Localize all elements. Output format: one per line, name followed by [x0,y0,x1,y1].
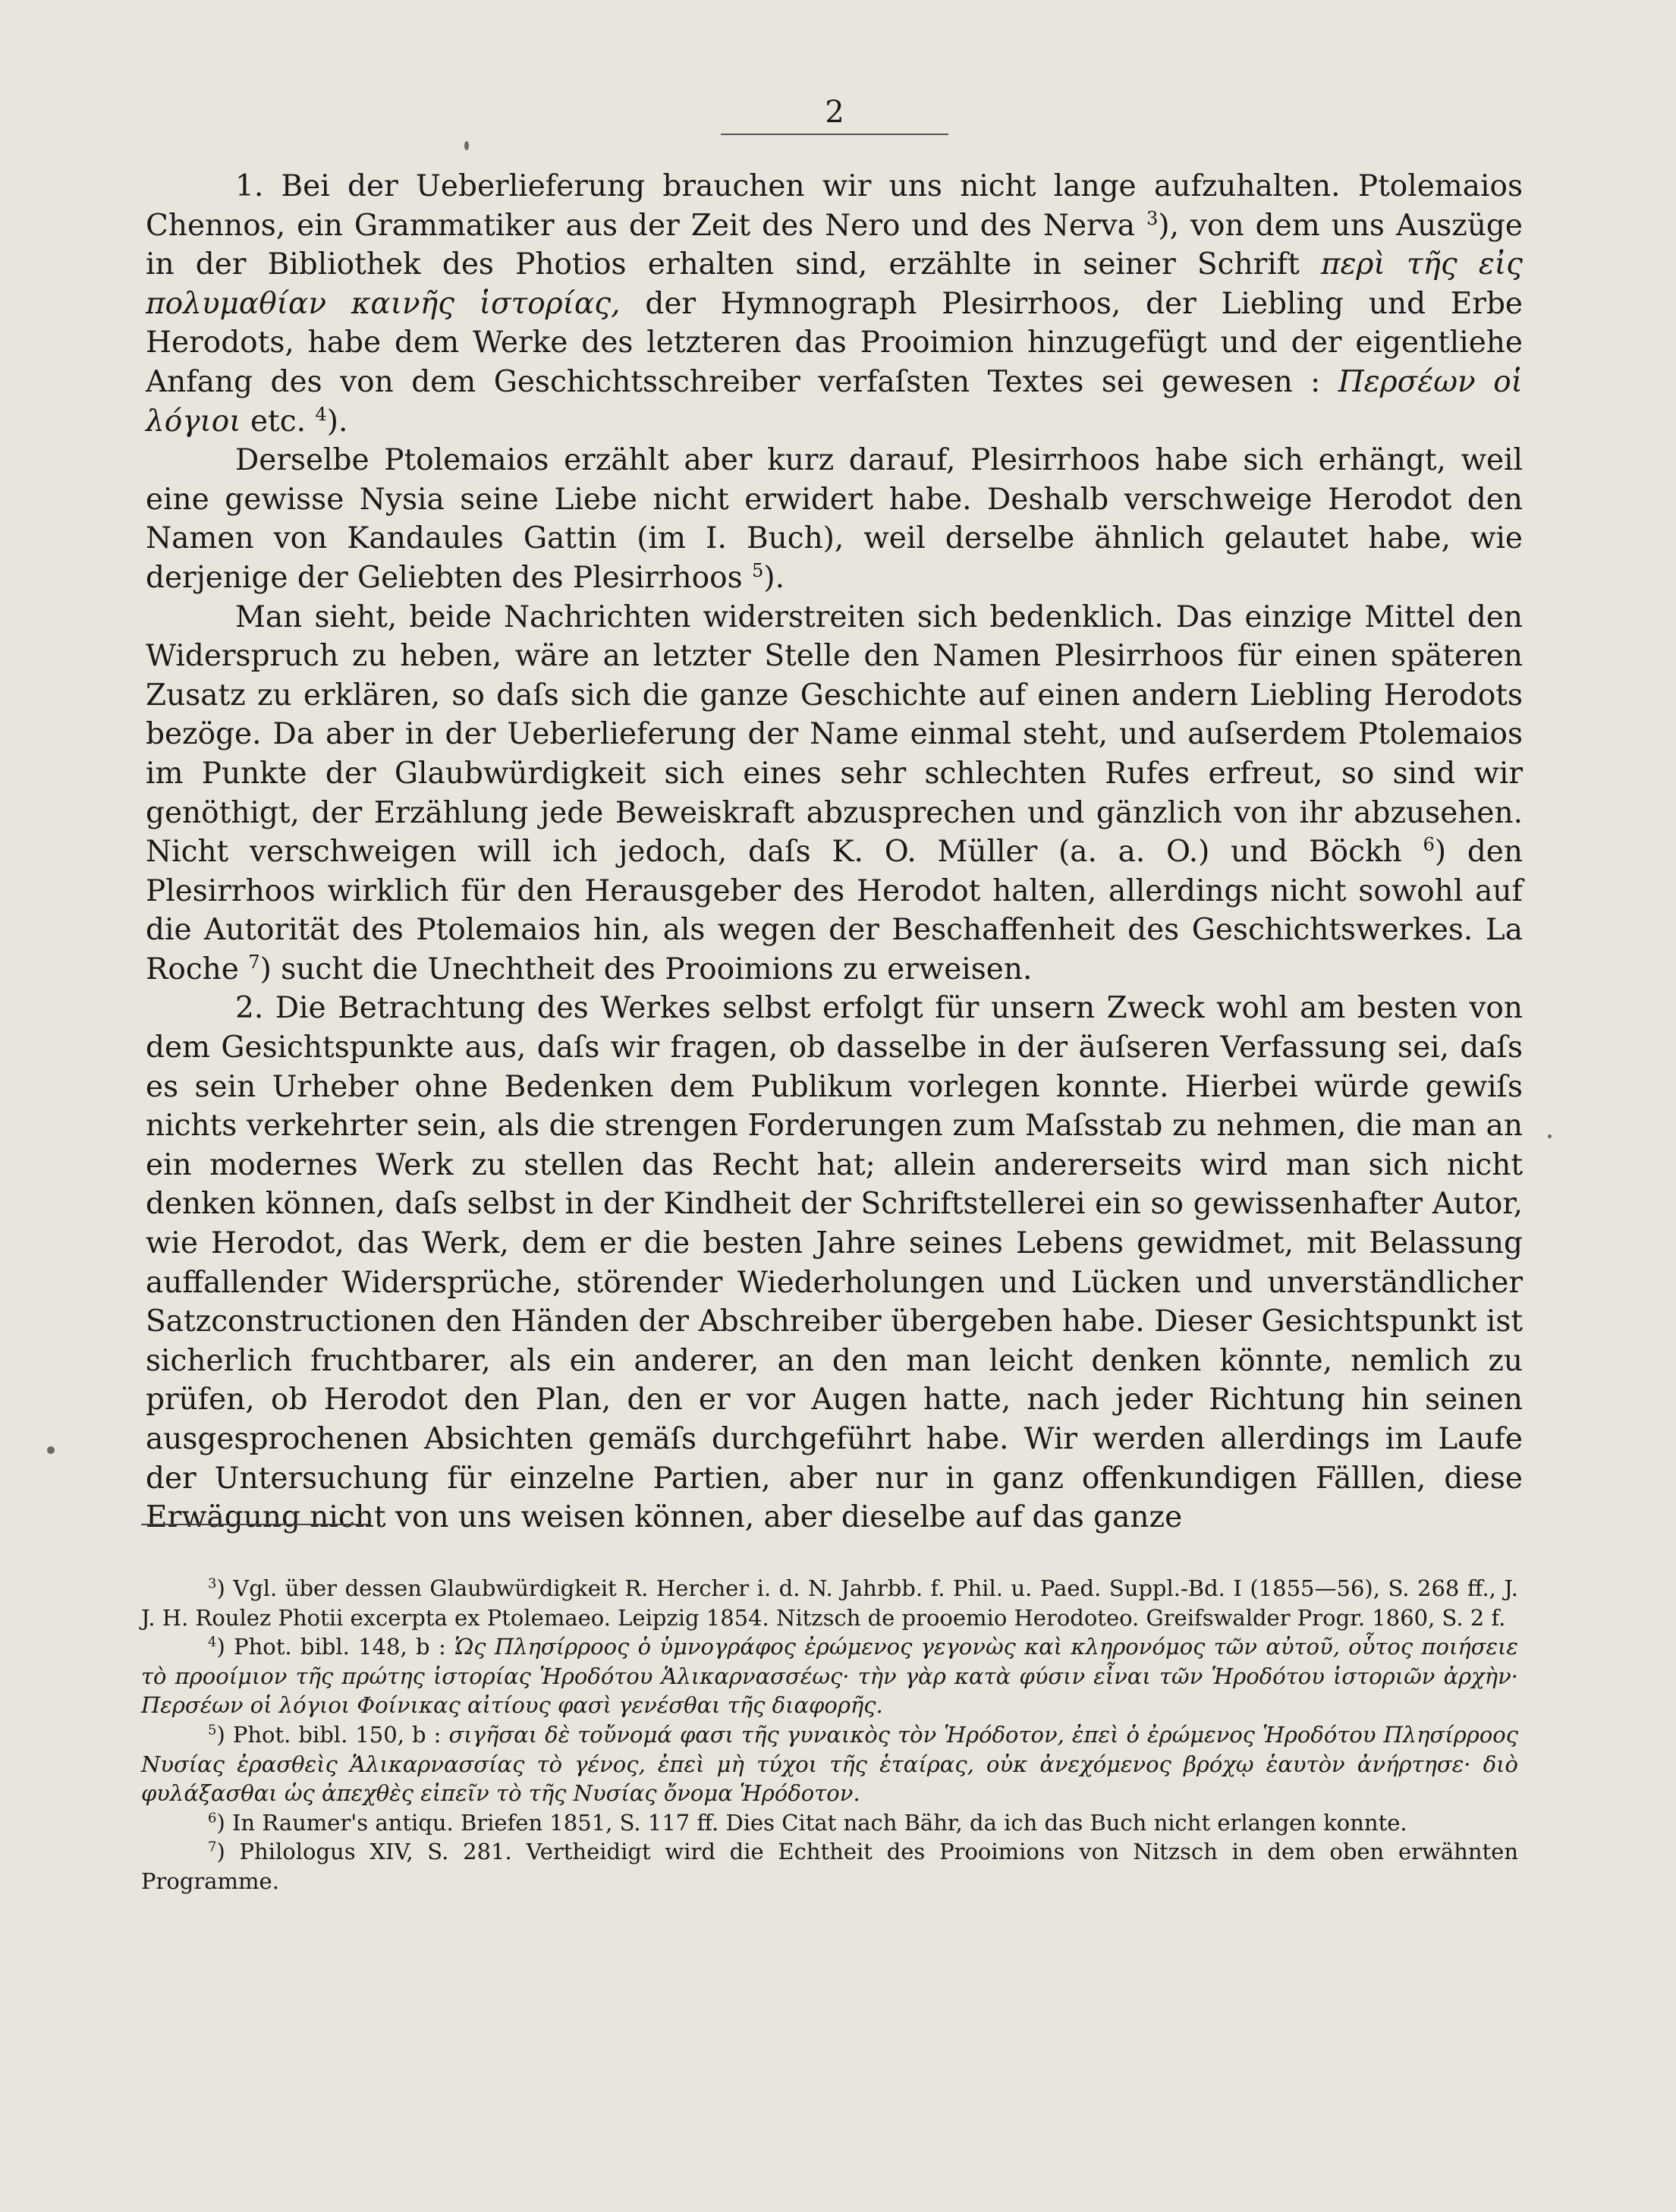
paragraph-2: Derselbe Ptolemaios erzählt aber kurz darauf, Plesirrhoos habe sich erhängt, weil eine gewisse Nysia seine Liebe nicht erwidert habe. Deshalb verschweige Herodot den Namen von Kandaules Gattin (im I. Buch), weil derselbe ähnlich gelautet habe, wie derjenige der Geliebten des Plesirrhoos $^5$). [146,443,1523,595]
paragraph-4: 2. Die Betrachtung des Werkes selbst erfolgt für unsern Zweck wohl am besten von dem Gesichtspunkte aus, daſs wir fragen, ob dasselbe in der äuſseren Verfassung sei, daſs es sein Urheber ohne Bedenken dem Publikum vorlegen konnte. Hierbei würde gewiſs nichts verkehrter sein, als die strengen Forderungen zum Maſsstab zu nehmen, die man an ein modernes Werk zu stellen das Recht hat; allein andererseits wird man sich nicht denken können, daſs selbst in der Kindheit der Schriftstellerei ein so gewissenhafter Autor, wie Herodot, das Werk, dem er die besten Jahre seines Lebens gewidmet, mit Belassung auffallender Widersprüche, störender Wiederholungen und Lücken und unverständlicher Satzconstructionen den Händen der Abschreiber übergeben habe. Dieser Gesichtspunkt ist sicherlich fruchtbarer, als ein anderer, an den man leicht denken könnte, nemlich zu prüfen, ob Herodot den Plan, den er vor Augen hatte, nach jeder Richtung hin seinen ausgesprochenen Absichten gemäſs durchgeführt habe. Wir werden allerdings im Laufe der Untersuchung für einzelne Partien, aber nur in ganz offenkundigen Fälllen, diese Erwägung nicht von uns weisen können, aber dieselbe auf das ganze [146,991,1523,1535]
footnote-3: $^3$) Vgl. über dessen Glaubwürdigkeit R. Hercher i. d. N. Jahrbb. f. Phil. u. Paed. Suppl.-Bd. I (1855—56), S. 268 ff., J. J. H. Roulez Photii excerpta ex Ptolemaeo. Leipzig 1854. Nitzsch de prooemio Herodoteo. Greifswalder Progr. 1860, S. 2 f. [141,1575,1518,1631]
page-number: 2 [825,95,844,130]
footnote-6: $^6$) In Raumer's antiqu. Briefen 1851, S. 117 ff. Dies Citat nach Bähr, da ich das Buch nicht erlangen konnte. [208,1809,1407,1836]
footnote-5: $^5$) Phot. bibl. 150, b : σιγῆσαι δὲ τοὔνομά φασι τῆς γυναικὸς τὸν Ἡρόδοτον, ἐπεὶ ὁ ἐρώμενος Ἡροδότου Πλησίρροος Νυσίας ἐρασθεὶς Ἁλικαρνασσίας τὸ γένος, ἐπεὶ μὴ τύχοι τῆς ἑταίρας, οὐκ ἀνεχόμενος βρόχῳ ἑαυτὸν ἀνήρτησε· διὸ φυλάξασθαι ὡς ἀπεχθὲς εἰπεῖν τὸ τῆς Νυσίας ὄνομα Ἡρόδοτον. [141,1721,1518,1807]
paragraph-3: Man sieht, beide Nachrichten widerstreiten sich bedenklich. Das einzige Mittel den Widerspruch zu heben, wäre an letzter Stelle den Namen Plesirrhoos für einen späteren Zusatz zu erklären, so daſs sich die ganze Geschichte auf einen andern Liebling Herodots bezöge. Da aber in der Ueberlieferung der Name einmal steht, und auſserdem Ptolemaios im Punkte der Glaubwürdigkeit sich eines sehr schlechten Rufes erfreut, so sind wir genöthigt, der Erzählung jede Beweiskraft abzusprechen und gänzlich von ihr abzusehen. Nicht verschweigen will ich jedoch, daſs K. O. Müller (a. a. O.) und Böckh $^6$) den Plesirrhoos wirklich für den Herausgeber des Herodot halten, allerdings nicht sowohl auf die Autorität des Ptolemaios hin, als wegen der Beschaffenheit des Geschichtswerkes. La Roche $^7$) sucht die Unechtheit des Prooimions zu erweisen. [146,599,1523,986]
footnote-4: $^4$) Phot. bibl. 148, b : Ὡς Πλησίρροος ὁ ὑμνογράφος ἐρώμενος γεγονὼς καὶ κληρονόμος τῶν αὐτοῦ, οὗτος ποιήσειε τὸ προοίμιον τῆς πρώτης ἱστορίας Ἡροδότου Ἁλικαρνασσέως· τὴν γὰρ κατὰ φύσιν εἶναι τῶν Ἡροδότου ἱστοριῶν ἀρχὴν· Περσέων οἱ λόγιοι Φοίνικας αἰτίους φασὶ γενέσθαι τῆς διαφορῆς. [141,1634,1518,1719]
footnotes [141,1574,1518,1896]
footnote-ref-5[interactable]: 5 [752,559,764,581]
paragraph-1: 1. Bei der Ueberlieferung brauchen wir uns nicht lange aufzuhalten. Ptolemaios Chennos, ein Grammatiker aus der Zeit des Nero und des Nerva $^3$), von dem uns Auszüge in der Bibliothek des Photios erhalten sind, erzählte in seiner Schrift περὶ τῆς εἰς πολυμαθίαν καινῆς ἱστορίας, der Hymnograph Plesirrhoos, der Liebling und Erbe Herodots, habe dem Werke des letzteren das Prooimion hinzugefügt und der eigentliehe Anfang des von dem Geschichtsschreiber verfaſsten Textes sei gewesen : Περσέων οἱ λόγιοι etc. $^4$). [146,169,1523,439]
footnote-ref-7[interactable]: 7 [248,951,260,973]
paper-speck [464,141,469,150]
greek-incipit: Περσέων οἱ λόγιοι [146,364,1523,439]
paper-speck [47,1446,55,1454]
greek-quote: σιγῆσαι δὲ τοὔνομά φασι τῆς γυναικὸς τὸν Ἡρόδοτον, ἐπεὶ ὁ ἐρώμενος Ἡροδότου Πλησίρροος Νυσίας ἐρασθεὶς Ἁλικαρνασσίας τὸ γένος, ἐπεὶ μὴ τύχοι τῆς ἑταίρας, οὐκ ἀνεχόμενος βρόχῳ ἑαυτὸν ἀνήρτησε· διὸ φυλάξασθαι ὡς ἀπεχθὲς εἰπεῖν τὸ τῆς Νυσίας ὄνομα Ἡρόδοτον. [141,1721,1518,1807]
footnote-7: $^7$) Philologus XIV, S. 281. Vertheidigt wird die Echtheit des Prooimions von Nitzsch in dem oben erwähnten Programme. [141,1839,1518,1894]
footnote-ref-4[interactable]: 4 [315,403,327,425]
footnote-rule [141,1524,369,1525]
footnote-ref-6[interactable]: 6 [1423,834,1435,856]
greek-title: περὶ τῆς εἰς πολυμαθίαν καινῆς ἱστορίας, [146,247,1523,321]
greek-quote: Ὡς Πλησίρροος ὁ ὑμνογράφος ἐρώμενος γεγονὼς καὶ κληρονόμος τῶν αὐτοῦ, οὗτος ποιήσειε τὸ προοίμιον τῆς πρώτης ἱστορίας Ἡροδότου Ἁλικαρνασσέως· τὴν γὰρ κατὰ φύσιν εἶναι τῶν Ἡροδότου ἱστοριῶν ἀρχὴν· Περσέων οἱ λόγιοι Φοίνικας αἰτίους φασὶ γενέσθαι τῆς διαφορῆς. [141,1634,1518,1719]
main-text [146,167,1523,1537]
paper-speck [1548,1134,1552,1138]
header-rule [721,134,948,135]
footnote-ref-3[interactable]: 3 [1146,207,1159,229]
